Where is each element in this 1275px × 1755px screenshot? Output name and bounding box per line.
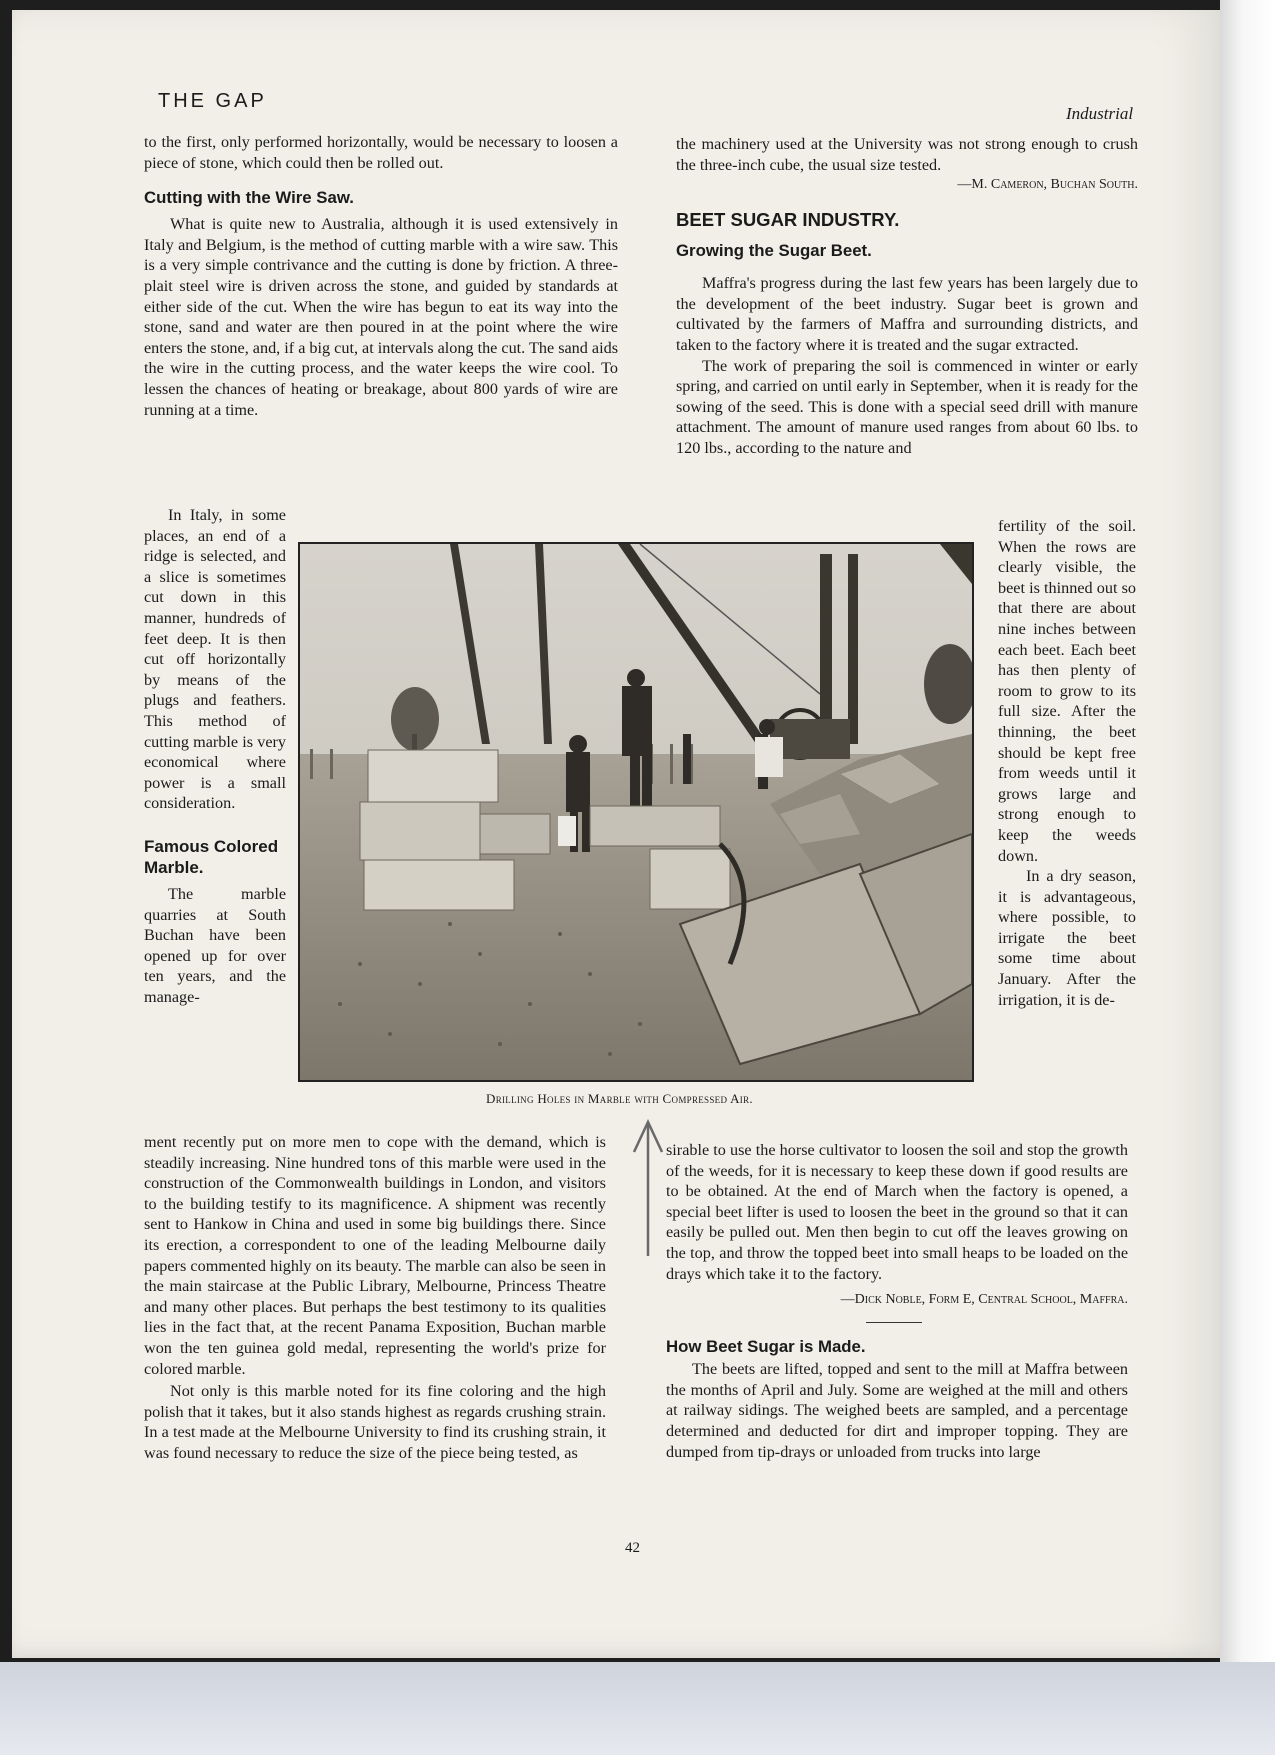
growing-byline: —Dick Noble, Form E, Central School, Maffra. [840,1292,1128,1308]
right-column-bottom [666,1140,1128,1462]
left-column-bottom [144,1132,606,1464]
famous-marble-paragraph: ment recently put on more men to cope with the demand, which is steadily increasing. Nine hundred tons of this marble were used in the construction of the Commonwealth buildings in London, and visitors to the building testify to its magnificence. A shipment was recently sent to Hankow in China and used in some big buildings there. Since its erection, a correspondent to one of the leading Melbourne daily papers commented highly on its beauty. The marble can also be seen in the main staircase at the Public Library, Melbourne, Princess Theatre and many other places. But perhaps the best testimony to its qualities lies in the fact that, at the recent Panama Exposition, Buchan marble won the ten guinea gold medal, representing the world's prize for colored marble. [144,1133,606,1378]
beet-sugar-title: BEET SUGAR INDUSTRY. [676,209,900,231]
continuation-paragraph: the machinery used at the University was not strong enough to crush the three-inch cube, the usual size tested. [676,135,1138,174]
how-beet-sugar-heading: How Beet Sugar is Made. [666,1337,866,1357]
famous-marble-heading: Famous Colored Marble. [144,836,279,877]
pencil-arrow-mark [628,1118,668,1258]
right-column-top [676,134,1138,459]
wire-saw-paragraph: What is quite new to Australia, although it is used extensively in Italy and Belgium, is the method of cutting marble with a wire saw. This is a very simple contrivance and the cutting is done by friction. A three-plait steel wire is driven across the stone, and guided by standards at either side of the cut. When the wire has begun to eat its way into the stone, sand and water are then poured in at the point where the wire enters the stone, and, if a big cut, at intervals along the cut. The sand aids the wire in the cutting process, and the water keeps the wire cool. To lessen the chances of heating or breakage, about 800 yards of wire are running at a time. [144,215,618,419]
growing-wrap-text: fertility of the soil. When the rows are clearly visible, the beet is thinned out so that there are about nine inches between each beet. Each beet has then plenty of room to grow to its full size. After the thinning, the beet should be kept free from weeds until it grows large and strong enough to keep the weeds down. [998,517,1136,865]
scanner-surface [0,1662,1275,1755]
famous-marble-wrap: The marble quarries at South Buchan have been opened up for over ten years, and the manage- [144,884,286,1006]
continuation-byline: —M. Cameron, Buchan South. [957,177,1138,193]
photo-caption: Drilling Holes in Marble with Compressed Air. [486,1091,753,1106]
italy-paragraph: In Italy, in some places, an end of a ridge is selected, and a slice is sometimes cut down in this manner, hundreds of feet deep. It is then cut off horizontally by means of the plugs and feathers. This method of cutting marble is very economical where power is a small consideration. [144,506,286,813]
quarry-scene-illustration [300,544,972,1080]
next-page-edge [1220,0,1275,1680]
dry-season-paragraph: sirable to use the horse cultivator to loosen the soil and stop the growth of the weeds, for it is necessary to keep these down if good results are to be obtained. At the end of March when the factory is opened, a special beet lifter is used to loosen the beet in the ground so that it can easily be pulled out. Men then begin to cut off the leaves growing on the top, and throw the topped beet into small heaps to be loaded on the drays which take it to the factory. [666,1141,1128,1283]
running-head-section: Industrial [1066,104,1134,123]
growing-paragraph-2: The work of preparing the soil is commenced in winter or early spring, and carried on until early in September, when it is ready for the sowing of the seed. This is done with a special seed drill with manure attachment. The amount of manure used ranges from about 60 lbs. to 120 lbs., according to the nature and [676,356,1138,457]
right-wrap-column [998,516,1136,1010]
page-number: 42 [625,1540,640,1556]
growing-paragraph-1: Maffra's progress during the last few years has been largely due to the development of the beet industry. Sugar beet is grown and cultivated by the farmers of Maffra and surrounding districts, and taken to the factory where it is treated and the sugar extracted. [676,274,1138,354]
left-wrap-column [144,505,286,1007]
wire-saw-heading: Cutting with the Wire Saw. [144,188,354,208]
intro-paragraph: to the first, only performed horizontally, would be necessary to loosen a piece of stone, which could then be rolled out. [144,133,618,172]
section-divider [866,1322,922,1323]
quarry-photograph [298,542,974,1082]
growing-heading: Growing the Sugar Beet. [676,241,872,261]
running-head-title: THE GAP [158,90,267,112]
crushing-paragraph: Not only is this marble noted for its fine coloring and the high polish that it takes, but it also stands highest as regards crushing strain. In a test made at the Melbourne University to find its crushing strain, it was found necessary to reduce the size of the piece being tested, as [144,1382,606,1462]
left-column-top [144,132,618,420]
how-beet-sugar-paragraph: The beets are lifted, topped and sent to the mill at Maffra between the months of April and July. Some are weighed at the mill and others at railway sidings. The weighed beets are sampled, and a percentage determined and deducted for dirt and improper topping. They are dumped from tip-drays or unloaded from trucks into large [666,1360,1128,1461]
dry-season-wrap: In a dry season, it is advantageous, where possible, to irrigate the beet some time about January. After the irrigation, it is de- [998,867,1136,1009]
